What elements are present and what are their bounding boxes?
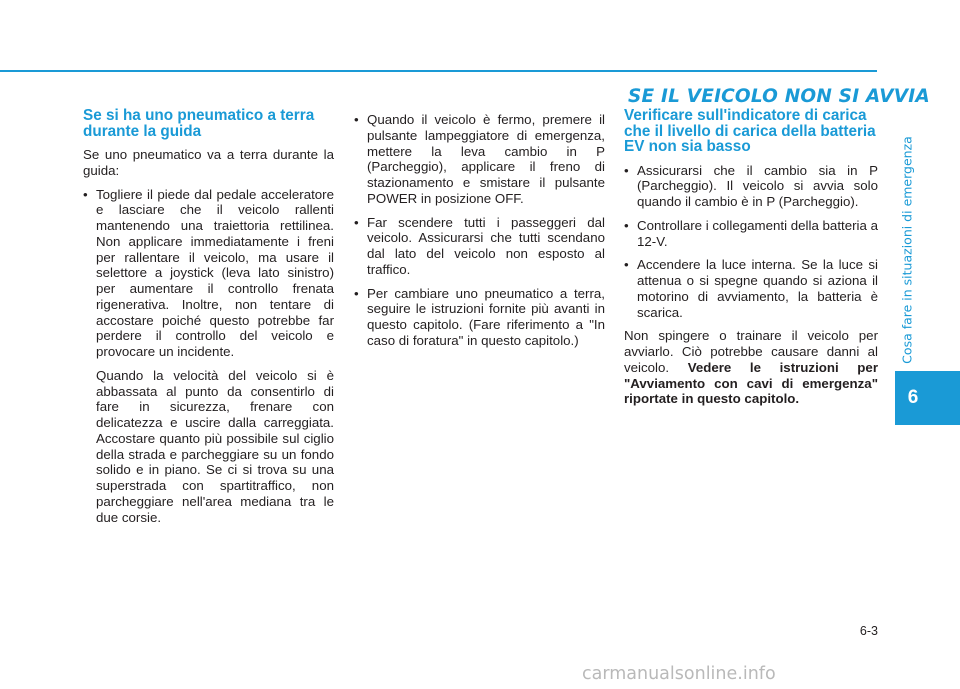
list-item: [354, 112, 605, 207]
column-1: [83, 108, 334, 533]
column-3: [624, 108, 878, 415]
list-item: [624, 257, 878, 320]
flat-tire-heading: Se si ha uno pneumatico a terra durante la guida: [83, 107, 315, 140]
list-item-text: Controllare i collegamenti della batteria a 12-V.: [637, 217, 878, 249]
list-item: [624, 218, 878, 250]
bullet-icon: •: [83, 186, 88, 202]
flat-tire-list: [83, 187, 334, 360]
flat-tire-intro: Se uno pneumatico va a terra durante la guida:: [83, 147, 334, 178]
section-title: SE IL VEICOLO NON SI AVVIA: [628, 86, 930, 107]
battery-check-list: [624, 163, 878, 321]
page-number: 6-3: [859, 624, 878, 638]
battery-note-text: Non spingere o trainare il veicolo per avviarlo. Ciò potrebbe causare danni al veicolo.: [624, 328, 878, 375]
bullet-icon: •: [624, 217, 629, 233]
column-2: [354, 112, 605, 357]
header-rule: [0, 70, 877, 72]
bullet-icon: •: [354, 112, 359, 127]
list-item-text: Assicurarsi che il cambio sia in P (Parcheggio). Il veicolo si avvia solo quando il cambio è in P (Parcheggio).: [637, 162, 878, 209]
chapter-side-label: Cosa fare in situazioni di emergenza: [899, 136, 915, 364]
list-item: [354, 286, 605, 349]
bullet-icon: •: [624, 257, 629, 273]
side-label-container: [895, 136, 919, 364]
list-item-text: Per cambiare uno pneumatico a terra, seguire le istruzioni fornite più avanti in questo capitolo. (Fare riferimento a "In caso di foratura" in questo capitolo.): [367, 285, 605, 348]
list-item-text: Far scendere tutti i passeggeri dal veicolo. Assicurarsi che tutti scendano dal lato del veicolo non esposto al traffico.: [367, 214, 605, 277]
list-item: [624, 163, 878, 210]
bullet-icon: •: [354, 285, 359, 301]
bullet-icon: •: [624, 162, 629, 178]
flat-tire-continuation: Quando la velocità del veicolo si è abbassata al punto da consentirlo di fare in sicurezza, frenare con delicatezza e uscire dalla carreggiata. Accostare quanto più possibile sul ciglio della strada e parcheggiare su un fondo solido e in piano. Se ci si trova su una superstrada con spartitraffico, non parcheggiare nell'area mediana tra le due corsie.: [96, 367, 334, 525]
chapter-tab[interactable]: [895, 371, 960, 425]
list-item: [354, 215, 605, 278]
chapter-number: 6: [907, 387, 919, 408]
list-item-text: Togliere il piede dal pedale acceleratore e lasciare che il veicolo rallenti mantenendo una traiettoria rettilinea. Non applicare immediatamente i freni per rallentare il veicolo, ma usare il selettore a joystick (leva lato sinistro) per aumentare il controllo frenata rigenerativa. Inoltre, non tentare di accostare poiché questo potrebbe far perdere il controllo del veicolo e provocare un incidente.: [96, 186, 334, 359]
list-item-text: Quando il veicolo è fermo, premere il pulsante lampeggiatore di emergenza, mettere la leva cambio in P (Parcheggio), applicare il freno di stazionamento e smistare il pulsante POWER in posizione OFF.: [367, 112, 605, 206]
battery-note-reference: Vedere le istruzioni per "Avviamento con cavi di emergenza" riportate in questo capitolo.: [624, 359, 878, 407]
battery-check-heading: Verificare sull'indicatore di carica che il livello di carica della batteria EV non sia basso: [624, 107, 876, 155]
list-item-text: Accendere la luce interna. Se la luce si attenua o si spegne quando si aziona il motorino di avviamento, la batteria è scarica.: [637, 257, 878, 320]
watermark: carmanualsonline.info: [582, 664, 776, 684]
list-item: [83, 187, 334, 360]
bullet-icon: •: [354, 214, 359, 230]
flat-tire-steps-list: [354, 112, 605, 349]
battery-note: [624, 328, 878, 407]
